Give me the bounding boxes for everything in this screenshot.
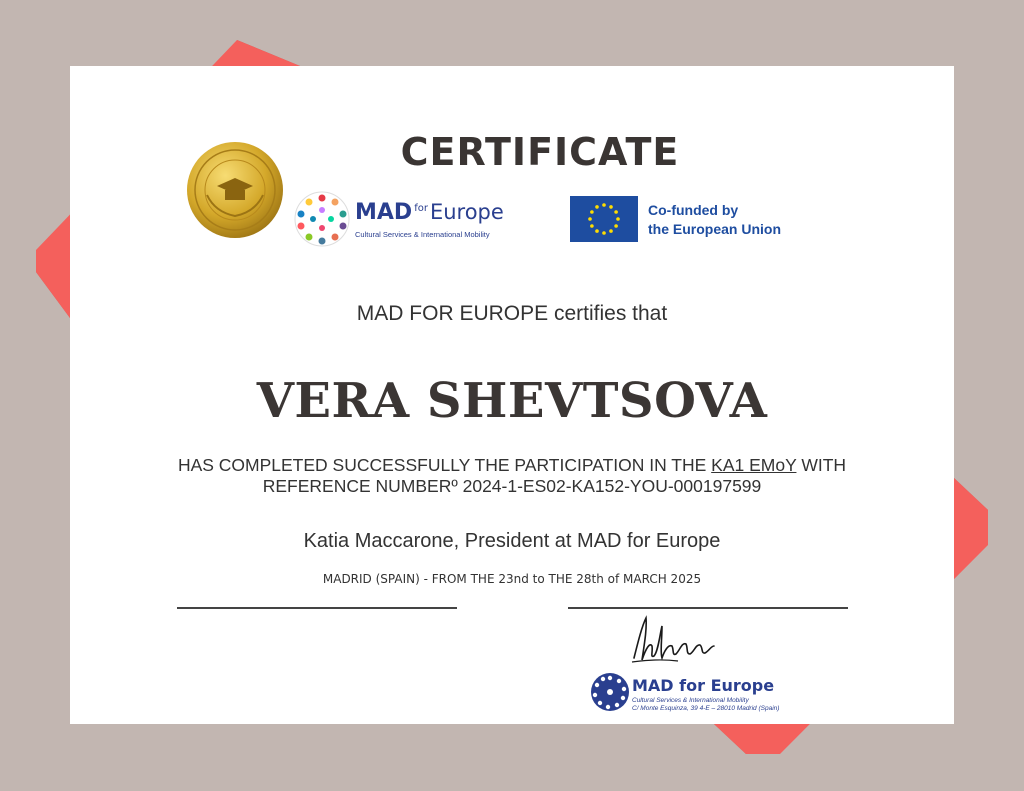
mad-for-europe-logo bbox=[293, 190, 503, 252]
gold-seal-icon bbox=[185, 140, 285, 240]
stamp-title: MAD for Europe bbox=[632, 676, 775, 695]
completion-line-1 bbox=[100, 455, 924, 476]
reference-number: REFERENCE NUMBERº 2024-1-ES02-KA152-YOU-000197599 bbox=[262, 476, 762, 496]
completion-statement bbox=[100, 455, 924, 497]
handwritten-signature bbox=[628, 612, 718, 670]
stamp-address: C/ Monte Esquinza, 39 4-E – 28010 Madrid (Spain) bbox=[632, 705, 780, 712]
signature-line-left bbox=[177, 607, 457, 609]
completion-prefix: HAS COMPLETED SUCCESSFULLY THE PARTICIPATION IN THE bbox=[177, 455, 707, 475]
certificate-title: CERTIFICATE bbox=[400, 130, 680, 174]
stamp-subtitle-line: Cultural Services & International Mobility bbox=[632, 697, 749, 704]
mad-for-europe-stamp bbox=[590, 670, 780, 722]
recipient-name: VERA SHEVTSOVA bbox=[256, 373, 768, 429]
stamp-people-circle-icon bbox=[590, 672, 630, 712]
eu-text-line2: the European Union bbox=[648, 221, 781, 237]
signature-line-right bbox=[568, 607, 848, 609]
eu-flag-icon bbox=[570, 196, 638, 242]
people-circle-icon bbox=[293, 190, 351, 248]
certifies-text: MAD FOR EUROPE certifies that bbox=[356, 302, 668, 325]
eu-cofunded-logo bbox=[568, 193, 814, 248]
mad-logo-subtitle: Cultural Services & International Mobility bbox=[355, 230, 490, 239]
eu-text-line1: Co-funded by bbox=[648, 202, 739, 218]
place-date: MADRID (SPAIN) - FROM THE 23nd to THE 28th of MARCH 2025 bbox=[322, 572, 702, 586]
stamp-subtitle bbox=[632, 697, 779, 713]
eu-cofunded-text bbox=[648, 201, 781, 239]
signatory-text: Katia Maccarone, President at MAD for Europe bbox=[303, 530, 721, 552]
completion-suffix: WITH bbox=[801, 455, 847, 475]
mad-logo-wordmark: MAD $^{for}$Europe bbox=[355, 200, 504, 225]
program-name: KA1 EMoY bbox=[711, 455, 797, 475]
